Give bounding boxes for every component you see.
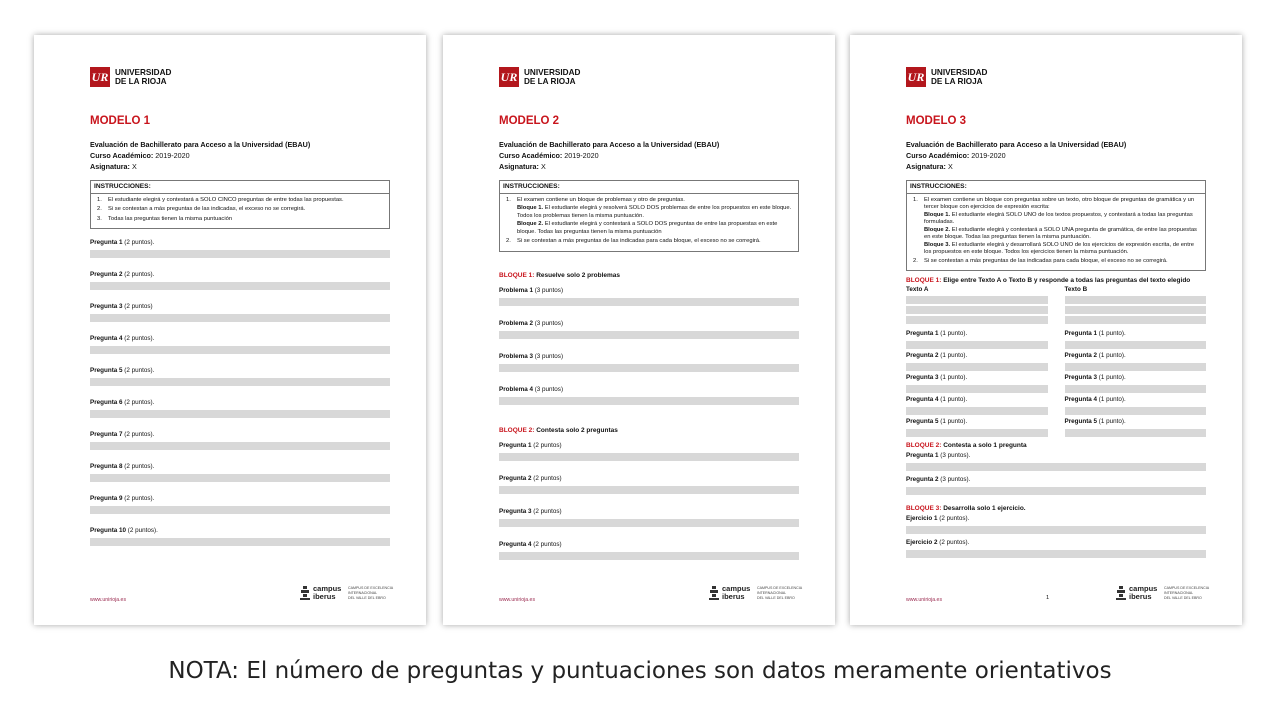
- question-label: Pregunta 2 (3 puntos).: [906, 475, 971, 483]
- question-label: Pregunta 1 (1 punto).: [1064, 329, 1126, 337]
- answer-line: [90, 410, 390, 418]
- question-label: Pregunta 2 (1 punto).: [906, 351, 968, 359]
- campus-iberus-logo: campus iberus CAMPUS DE EXCELENCIA INTERNACIONAL DEL VALLE DEL EBRO: [300, 583, 410, 605]
- exam-title: Evaluación de Bachillerato para Acceso a la Universidad (EBAU): [90, 140, 311, 149]
- exercise-list: [906, 515, 1206, 558]
- instructions-box: [90, 180, 390, 229]
- answer-line: [499, 552, 799, 560]
- instructions-box: [499, 180, 799, 252]
- campus-iberus-icon: [1116, 586, 1126, 600]
- block-3-heading: BLOQUE 3: Desarrolla solo 1 ejercicio.: [906, 504, 1026, 512]
- instruction-block-3: Bloque 3. El estudiante elegirá y desarrollará SOLO UNO de los ejercicios de expresión escrita, de entre los propuestos en este bloque. Todos los ejercicios tienen la misma puntuación.: [924, 241, 1195, 255]
- question-label: Problema 2 (3 puntos): [499, 319, 564, 327]
- university-name-line1: UNIVERSIDAD: [115, 68, 172, 77]
- question-item: [90, 495, 390, 514]
- question-item: [1065, 396, 1207, 415]
- answer-line: [499, 298, 799, 306]
- question-item: [90, 463, 390, 482]
- model-title: MODELO 2: [499, 115, 560, 127]
- question-label: Pregunta 2 (2 puntos).: [90, 271, 155, 278]
- campus-iberus-icon: [709, 586, 719, 600]
- question-item: [499, 442, 799, 461]
- question-label: Pregunta 9 (2 puntos).: [90, 495, 155, 502]
- university-name-line2: DE LA RIOJA: [931, 77, 983, 86]
- problem-list: [499, 287, 799, 405]
- question-label: Pregunta 4 (1 punto).: [1064, 395, 1126, 403]
- question-item: [90, 303, 390, 322]
- text-a-column: [906, 284, 1048, 437]
- instruction-item: 2. Si se contestan a más preguntas de las indicadas, el exceso no se corregirá.: [97, 206, 306, 212]
- question-item: [499, 475, 799, 494]
- question-item: [90, 527, 390, 546]
- answer-line: [1065, 429, 1207, 437]
- instruction-item: 2. Si se contestan a más preguntas de las indicadas para cada bloque, el exceso no se corregirá.: [913, 257, 1168, 264]
- question-item: [906, 374, 1048, 393]
- answer-line: [906, 463, 1206, 471]
- answer-line: [1065, 385, 1207, 393]
- instruction-block-2: Bloque 2. El estudiante elegirá y contestará a SOLO UNA pregunta de gramática, de entre las propuestas en este bloque. Todas las preguntas tienen la misma puntuación.: [924, 226, 1197, 240]
- question-label: Pregunta 5 (1 punto).: [1064, 417, 1126, 425]
- answer-line: [499, 519, 799, 527]
- answer-line: [906, 385, 1048, 393]
- question-label: Pregunta 7 (2 puntos).: [90, 431, 155, 438]
- answer-line: [499, 331, 799, 339]
- question-item: [90, 431, 390, 450]
- university-url: www.unirioja.es: [90, 597, 127, 603]
- answer-line: [1065, 341, 1207, 349]
- answer-line: [906, 550, 1206, 558]
- answer-line: [1065, 306, 1207, 314]
- question-list: [906, 452, 1206, 495]
- answer-line: [906, 306, 1048, 314]
- university-logo-icon: UR: [90, 67, 110, 87]
- answer-line: [906, 487, 1206, 495]
- campus-iberus-logo: campus iberus CAMPUS DE EXCELENCIA INTERNACIONAL DEL VALLE DEL EBRO: [1116, 583, 1226, 605]
- university-name-line2: DE LA RIOJA: [115, 77, 167, 86]
- question-list: [499, 442, 799, 560]
- university-logo-icon: UR: [906, 67, 926, 87]
- instruction-block-2: Bloque 2. El estudiante elegirá y contestará a SOLO DOS preguntas de entre las propuestas en este bloque. Todas las preguntas tienen la misma puntuación: [517, 221, 778, 235]
- exam-page-model-2: [443, 35, 835, 625]
- exam-title: Evaluación de Bachillerato para Acceso a la Universidad (EBAU): [499, 140, 720, 149]
- university-name-line1: UNIVERSIDAD: [931, 68, 988, 77]
- block-1-heading: BLOQUE 1: Elige entre Texto A o Texto B y responde a todas las preguntas del texto elegido: [906, 276, 1191, 284]
- question-label: Pregunta 1 (2 puntos).: [90, 239, 155, 246]
- question-label: Problema 3 (3 puntos): [499, 352, 564, 360]
- course-line: Curso Académico: 2019-2020: [906, 151, 1006, 160]
- instructions-box: [906, 180, 1206, 271]
- answer-line: [90, 282, 390, 290]
- answer-line: [499, 453, 799, 461]
- question-item: [1065, 418, 1207, 437]
- question-label: Pregunta 2 (1 punto).: [1064, 351, 1126, 359]
- question-label: Pregunta 5 (1 punto).: [906, 417, 968, 425]
- instruction-item: 1. El examen contiene un bloque con preguntas sobre un texto, otro bloque de preguntas de gramática y un tercer bloque con ejercicios de expresión escrita: Bloque 1. El estudiante elegirá SOLO UNO de los textos propuestos, y contestará a todas las preguntas formuladas. Bloque 2. El estudiante elegirá y contestará a SOLO UNA pregunta de gramática, de entre las propuestas en este bloque. Todas las preguntas tienen la misma puntuación. Bloque 3. El estudiante elegirá y desarrollará SOLO UNO de los ejercicios de expresión escrita, de entre los propuestos en este bloque. Todos los ejercicios tienen la misma puntuación.: [910, 197, 1202, 256]
- question-item: [1065, 330, 1207, 349]
- question-label: Pregunta 3 (1 punto).: [906, 373, 968, 381]
- question-label: Pregunta 1 (2 puntos): [499, 441, 562, 449]
- question-item: [906, 452, 1206, 471]
- subject-line: Asignatura: X: [906, 162, 953, 171]
- answer-line: [906, 341, 1048, 349]
- answer-line: [906, 316, 1048, 324]
- question-label: Pregunta 3 (2 puntos): [499, 507, 562, 515]
- question-item: [499, 287, 799, 306]
- answer-line: [1065, 296, 1207, 304]
- university-logo: [906, 67, 1206, 89]
- text-columns: [906, 284, 1206, 437]
- block-2-heading: BLOQUE 2: Contesta a solo 1 pregunta: [906, 441, 1027, 449]
- question-item: [90, 239, 390, 258]
- question-item: [90, 399, 390, 418]
- question-label: Ejercicio 2 (2 puntos).: [906, 538, 970, 546]
- exam-page-model-1: [34, 35, 426, 625]
- question-item: [1065, 374, 1207, 393]
- question-item: [499, 508, 799, 527]
- text-a-title: Texto A: [906, 285, 929, 293]
- answer-line: [1065, 407, 1207, 415]
- course-line: Curso Académico: 2019-2020: [90, 151, 190, 160]
- question-item: [499, 386, 799, 405]
- answer-line: [906, 429, 1048, 437]
- question-label: Pregunta 3 (1 punto).: [1064, 373, 1126, 381]
- university-logo: [499, 67, 799, 89]
- instruction-item: 3. Todas las preguntas tienen la misma puntuación: [97, 215, 233, 222]
- question-label: Pregunta 4 (2 puntos).: [90, 335, 155, 342]
- answer-line: [906, 363, 1048, 371]
- exam-page-model-3: [850, 35, 1242, 625]
- university-url: www.unirioja.es: [906, 597, 943, 603]
- answer-line: [1065, 316, 1207, 324]
- instructions-title: INSTRUCCIONES:: [500, 181, 798, 194]
- campus-iberus-icon: [300, 586, 310, 600]
- page-footer: [499, 583, 803, 605]
- instructions-title: INSTRUCCIONES:: [907, 181, 1205, 194]
- answer-line: [90, 506, 390, 514]
- question-label: Pregunta 3 (2 puntos): [90, 303, 153, 310]
- question-item: [90, 367, 390, 386]
- university-name-line1: UNIVERSIDAD: [524, 68, 581, 77]
- answer-line: [90, 346, 390, 354]
- instruction-block-1: Bloque 1. El estudiante elegirá SOLO UNO de los textos propuestos, y contestará a todas las preguntas formuladas.: [924, 211, 1193, 225]
- instructions-title: INSTRUCCIONES:: [91, 181, 389, 194]
- question-label: Problema 1 (3 puntos): [499, 286, 564, 294]
- question-label: Ejercicio 1 (2 puntos).: [906, 514, 970, 522]
- question-item: [906, 352, 1048, 371]
- university-name-line2: DE LA RIOJA: [524, 77, 576, 86]
- answer-line: [499, 397, 799, 405]
- answer-line: [1065, 363, 1207, 371]
- model-title: MODELO 3: [906, 115, 967, 127]
- exam-title: Evaluación de Bachillerato para Acceso a la Universidad (EBAU): [906, 140, 1127, 149]
- answer-line: [906, 407, 1048, 415]
- answer-line: [90, 474, 390, 482]
- answer-line: [90, 378, 390, 386]
- question-label: Pregunta 5 (2 puntos).: [90, 367, 155, 374]
- question-label: Pregunta 2 (2 puntos): [499, 474, 562, 482]
- subject-line: Asignatura: X: [499, 162, 546, 171]
- question-item: [90, 335, 390, 354]
- disclaimer-note: NOTA: El número de preguntas y puntuaciones son datos meramente orientativos: [168, 658, 1112, 684]
- question-label: Problema 4 (3 puntos): [499, 385, 564, 393]
- answer-line: [906, 296, 1048, 304]
- page-footer: [906, 583, 1210, 605]
- question-item: [906, 396, 1048, 415]
- question-item: [499, 541, 799, 560]
- block-2-heading: BLOQUE 2: Contesta solo 2 preguntas: [499, 426, 618, 434]
- university-logo-icon: UR: [499, 67, 519, 87]
- question-label: Pregunta 6 (2 puntos).: [90, 399, 155, 406]
- instruction-item: 1. El examen contiene un bloque de problemas y otro de preguntas. Bloque 1. El estudiante elegirá y resolverá SOLO DOS problemas de entre los propuestos en este bloque. Todos los problemas tienen la misma puntuación. Bloque 2. El estudiante elegirá y contestará a SOLO DOS preguntas de entre las propuestas en este bloque. Todas las preguntas tienen la misma puntuación: [503, 197, 795, 237]
- question-list: [90, 239, 390, 546]
- question-item: [906, 330, 1048, 349]
- question-item: [906, 539, 1206, 558]
- text-b-column: [1065, 284, 1207, 437]
- subject-line: Asignatura: X: [90, 162, 137, 171]
- question-item: [90, 271, 390, 290]
- question-item: [499, 353, 799, 372]
- campus-iberus-logo: campus iberus CAMPUS DE EXCELENCIA INTERNACIONAL DEL VALLE DEL EBRO: [709, 583, 819, 605]
- answer-line: [906, 526, 1206, 534]
- question-label: Pregunta 8 (2 puntos).: [90, 463, 155, 470]
- answer-line: [90, 538, 390, 546]
- university-url: www.unirioja.es: [499, 597, 536, 603]
- answer-line: [90, 314, 390, 322]
- course-line: Curso Académico: 2019-2020: [499, 151, 599, 160]
- question-item: [906, 476, 1206, 495]
- text-b-title: Texto B: [1064, 285, 1088, 293]
- instruction-item: 2. Si se contestan a más preguntas de las indicadas para cada bloque, el exceso no se corregirá.: [506, 238, 761, 244]
- answer-line: [90, 442, 390, 450]
- question-item: [906, 515, 1206, 534]
- instruction-block-1: Bloque 1. El estudiante elegirá y resolverá SOLO DOS problemas de entre los propuestos en este bloque. Todos los problemas tienen la misma puntuación.: [517, 205, 792, 219]
- university-logo: [90, 67, 390, 89]
- answer-line: [499, 364, 799, 372]
- question-label: Pregunta 4 (1 punto).: [906, 395, 968, 403]
- question-label: Pregunta 1 (3 puntos).: [906, 451, 971, 459]
- question-label: Pregunta 4 (2 puntos): [499, 540, 562, 548]
- page-number: 1: [1046, 595, 1050, 601]
- question-item: [906, 418, 1048, 437]
- answer-line: [90, 250, 390, 258]
- page-footer: [90, 583, 394, 605]
- model-title: MODELO 1: [90, 115, 151, 127]
- instruction-item: 1. El estudiante elegirá y contestará a SOLO CINCO preguntas de entre todas las propuestas.: [97, 196, 344, 203]
- answer-line: [499, 486, 799, 494]
- block-1-heading: BLOQUE 1: Resuelve solo 2 problemas: [499, 271, 621, 279]
- question-label: Pregunta 10 (2 puntos).: [90, 527, 158, 534]
- question-item: [499, 320, 799, 339]
- question-item: [1065, 352, 1207, 371]
- question-label: Pregunta 1 (1 punto).: [906, 329, 968, 337]
